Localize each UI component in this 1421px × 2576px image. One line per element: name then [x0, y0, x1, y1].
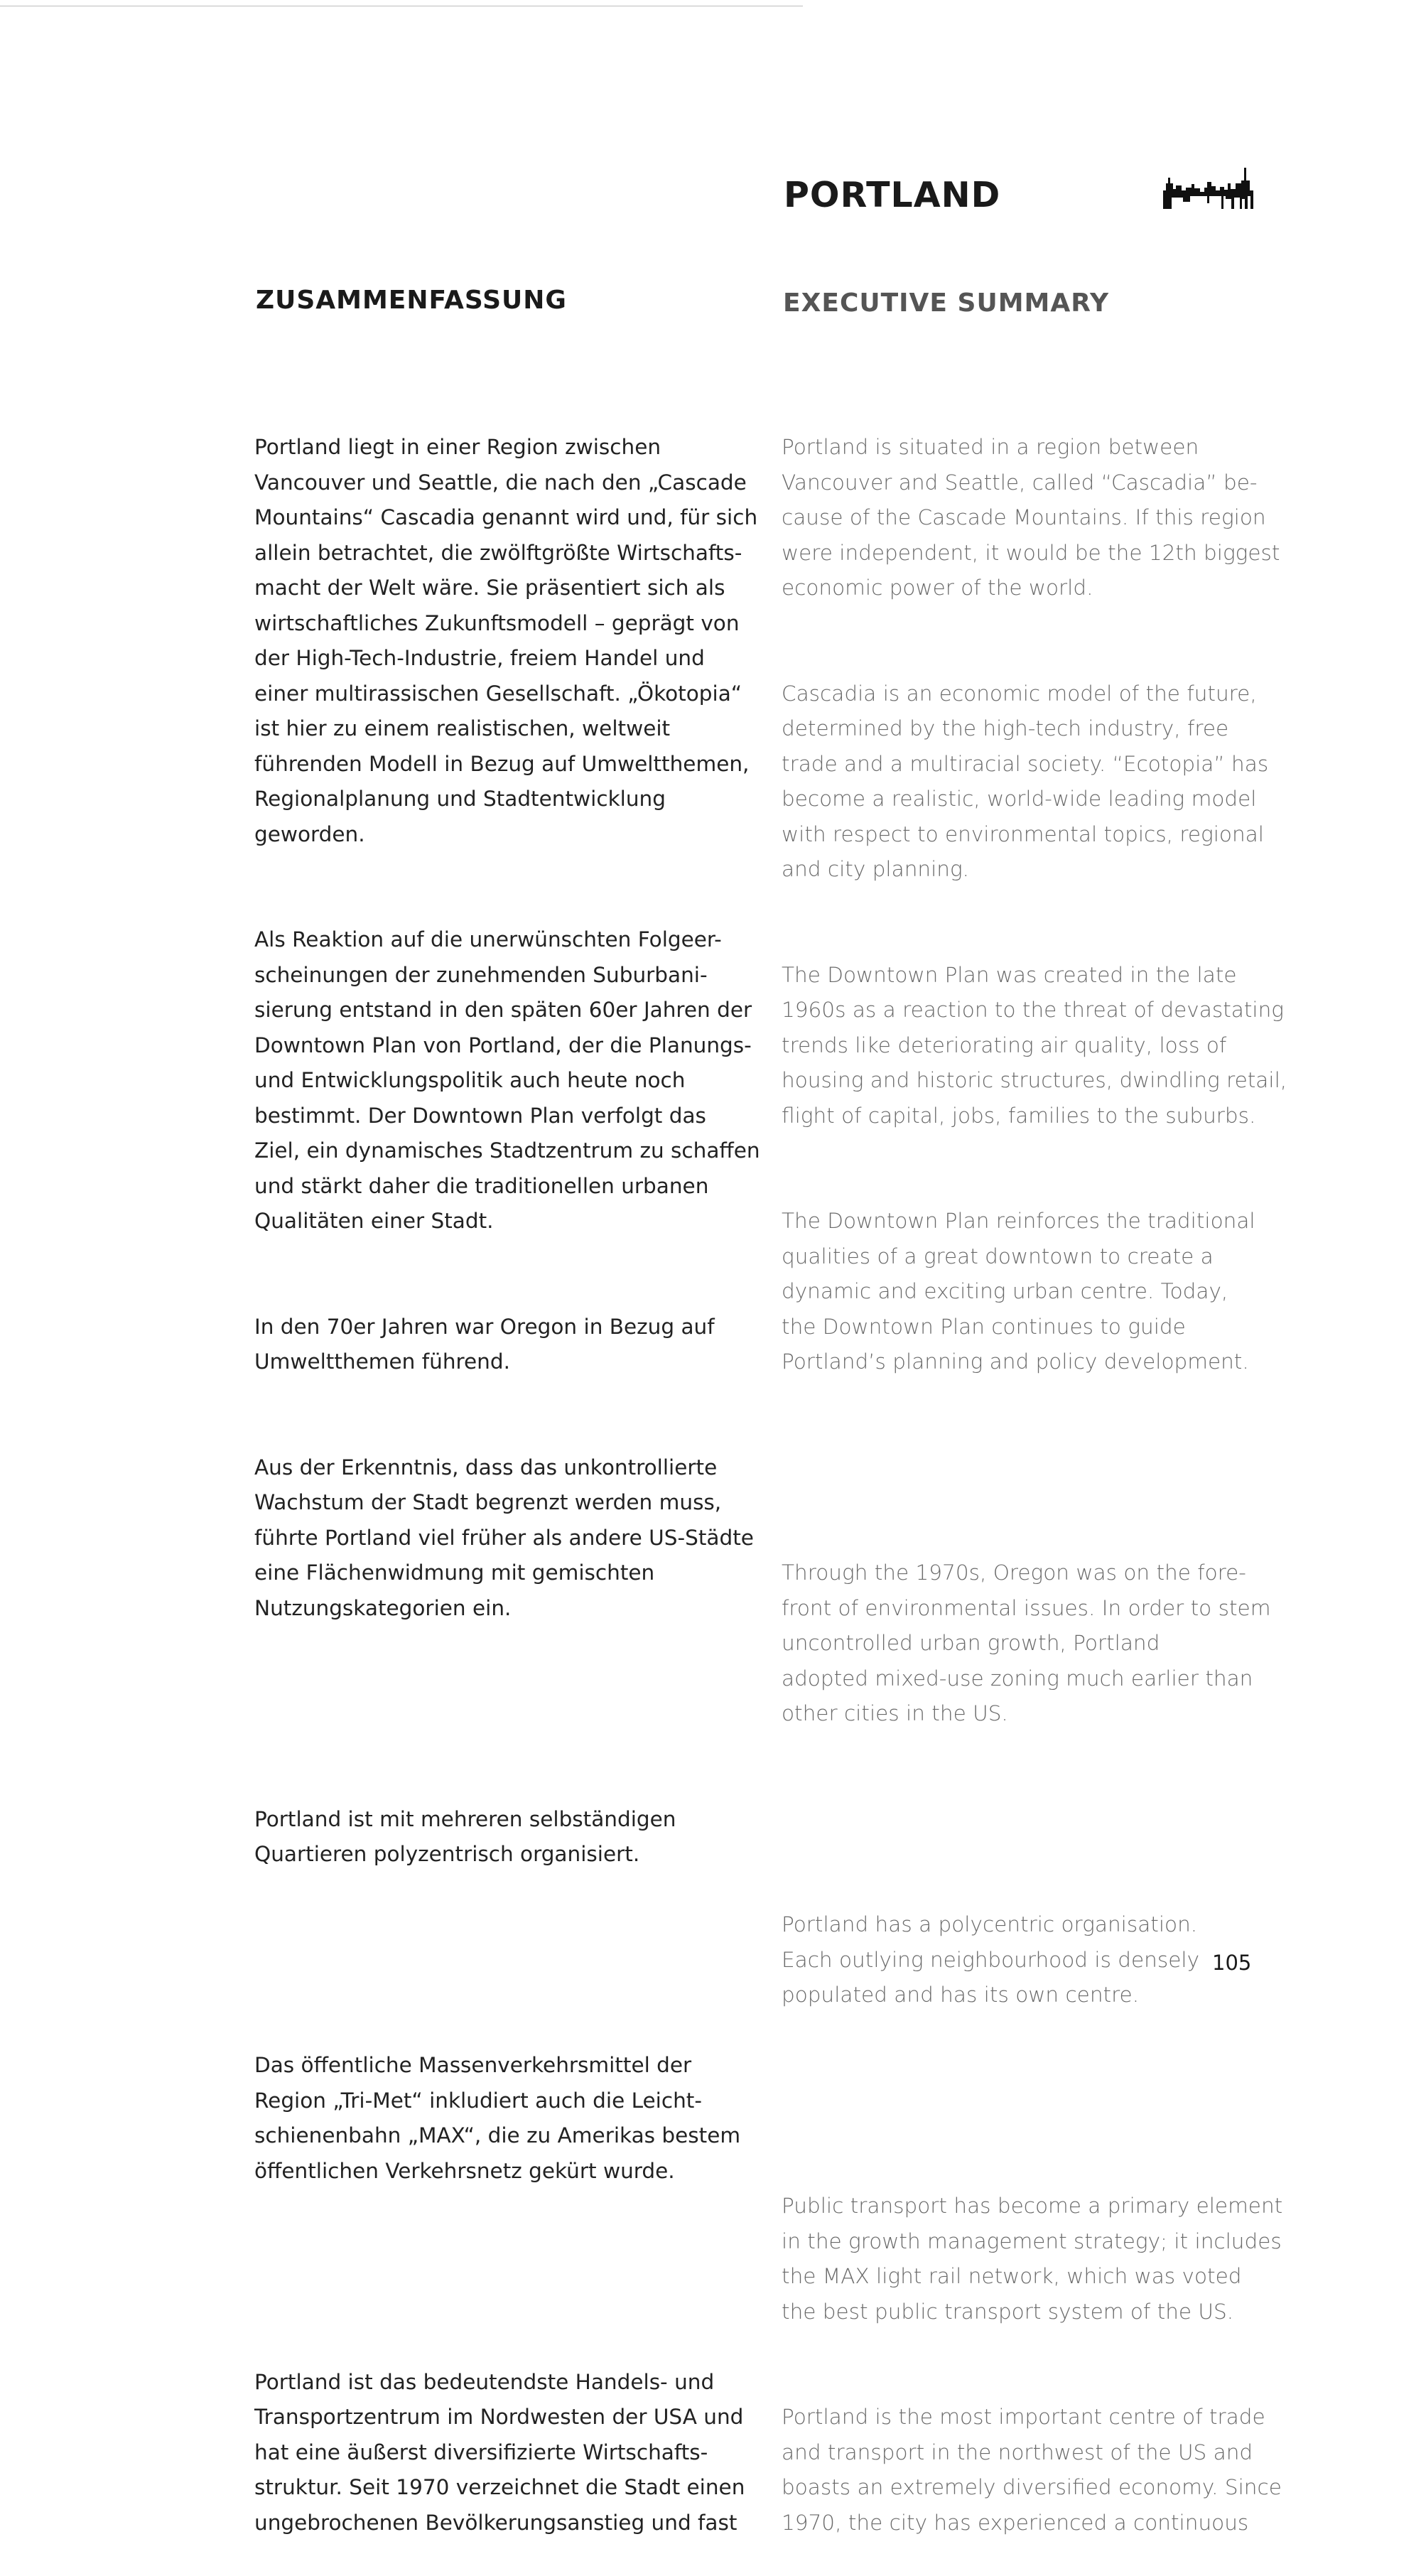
paragraph-spacer — [254, 2259, 752, 2295]
paragraph-spacer — [782, 1802, 1279, 1838]
page-title: PORTLAND — [784, 175, 1001, 215]
paragraph-spacer — [782, 2084, 1279, 2119]
paragraph-spacer — [782, 1450, 1279, 1486]
page-number: 105 — [1212, 1951, 1252, 1975]
german-paragraph: Portland ist das bedeutendste Handels- und Transportzentrum im Nordwesten der USA und hat eine äußerst diversifizierte Wirtschafts- struktur. Seit 1970 verzeichnet die Stadt einen ungebrochenen Bevölkerungsanstieg und fast — [254, 2369, 745, 2535]
english-paragraph: Public transport has become a primary element in the growth management strategy; it includes the MAX light rail network, which was voted the best public transport system of the US. — [782, 2194, 1283, 2324]
skyline-icon — [1162, 162, 1258, 210]
english-paragraph: The Downtown Plan was created in the late 1960s as a reaction to the threat of devastating trends like deteriorating air quality, loss of housing and historic structures, dwindling retail, flight of capital, jobs, families to the suburbs. — [782, 962, 1287, 1128]
english-paragraph: Portland is situated in a region between Vancouver and Seattle, called “Cascadia” be- cause of the Cascade Mountains. If this region were independent, it would be the 12th biggest economic power of the world. — [782, 435, 1280, 600]
paragraph-spacer — [254, 1943, 752, 1978]
german-paragraph: Portland liegt in einer Region zwischen Vancouver und Seattle, die nach den „Cascade Mountains“ Cascadia genannt wird und, für sich allein betrachtet, die zwölftgrößte Wirtschafts- macht der Welt wäre. Sie präsentiert sich als wirtschaftliches Zukunftsmodell – geprägt von der High-Tech-Industrie, freiem Handel und einer multirassischen Gesellschaft. „Ökotopia“ ist hier zu einem realistischen, weltweit führenden Modell in Bezug auf Umweltthemen, Regionalplanung und Stadtentwicklung geworden. — [254, 435, 758, 846]
german-section-heading: ZUSAMMENFASSUNG — [256, 286, 567, 315]
german-paragraph: Als Reaktion auf die unerwünschten Folgeer- scheinungen der zunehmenden Suburbani- sierung entstand in den späten 60er Jahren der Downtown Plan von Portland, der die Planungs- und Entwicklungspolitik auch heute noch bestimmt. Der Downtown Plan verfolgt das Ziel, ein dynamisches Stadtzentrum zu schaffen und stärkt daher die traditionellen urbanen Qualitäten einer Stadt. — [254, 927, 760, 1233]
english-section-heading: EXECUTIVE SUMMARY — [783, 289, 1110, 318]
english-summary-column — [782, 360, 1287, 2576]
english-paragraph: Through the 1970s, Oregon was on the fore- front of environmental issues. In order to stem uncontrolled urban growth, Portland adopted mixed-use zoning much earlier than other cities in the US. — [782, 1561, 1271, 1725]
german-paragraph: Aus der Erkenntnis, dass das unkontrollierte Wachstum der Stadt begrenzt werden muss, führte Portland viel früher als andere US-Städte eine Flächenwidmung mit gemischten Nutzungskategorien ein. — [254, 1455, 754, 1620]
german-summary-column — [254, 360, 760, 2576]
english-paragraph: The Downtown Plan reinforces the traditional qualities of a great downtown to create a dynamic and exciting urban centre. Today, the Downtown Plan continues to guide Portland’s planning and policy development. — [782, 1209, 1255, 1374]
english-paragraph: Portland has a polycentric organisation. Each outlying neighbourhood is densely populated and has its own centre. — [782, 1912, 1200, 2007]
german-paragraph: In den 70er Jahren war Oregon in Bezug auf Umweltthemen führend. — [254, 1314, 715, 1374]
paragraph-spacer — [254, 1696, 752, 1732]
german-paragraph: Das öffentliche Massenverkehrsmittel der Region „Tri-Met“ inkludiert auch die Leicht- schienenbahn „MAX“, die zu Amerikas bestem öffentlichen Verkehrsnetz gekürt wurde. — [254, 2053, 741, 2183]
english-paragraph: Portland is the most important centre of trade and transport in the northwest of the US and boasts an extremely diversified economy. Since 1970, the city has experienced a continuous — [782, 2405, 1282, 2535]
german-paragraph: Portland ist mit mehreren selbständigen Quartieren polyzentrisch organisiert. — [254, 1806, 676, 1866]
english-paragraph: Cascadia is an economic model of the future, determined by the high-tech industry, free trade and a multiracial society. “Ecotopia” has become a realistic, world-wide leading model with respect to environmental topics, regional and city planning. — [782, 681, 1269, 881]
